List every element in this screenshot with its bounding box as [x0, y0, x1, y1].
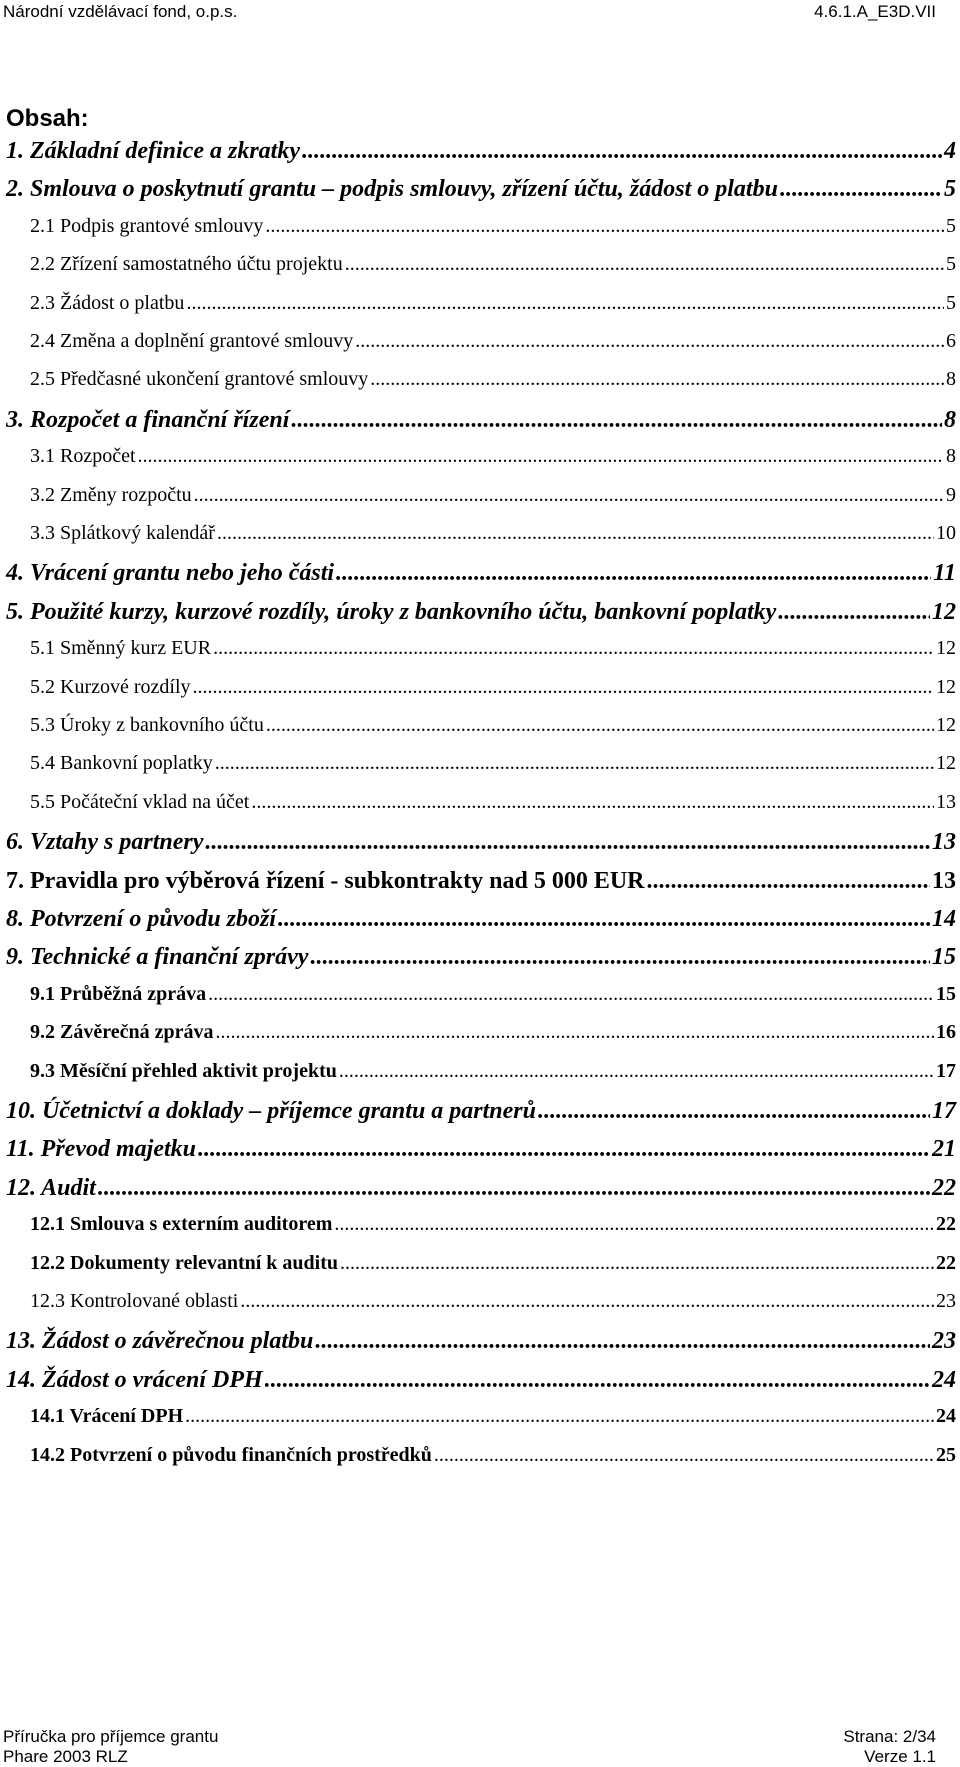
toc-leader-dots [216, 1021, 935, 1044]
toc-entry-page: 5 [946, 253, 956, 275]
toc-entry-title: 2.4 Změna a doplnění grantové smlouvy [30, 330, 354, 352]
toc-leader-dots [98, 1175, 930, 1202]
toc-leader-dots [194, 484, 944, 507]
toc-entry-page: 23 [932, 1328, 956, 1354]
toc-entry-title: 2. Smlouva o poskytnutí grantu – podpis smlouvy, zřízení účtu, žádost o platbu [6, 176, 778, 202]
footer-version: Verze 1.1 [864, 1747, 936, 1766]
toc-entry-page: 5 [946, 215, 956, 237]
toc-entry-title: 6. Vztahy s partnery [6, 829, 204, 855]
toc-leader-dots [339, 1060, 934, 1083]
toc-entry-title: 5.5 Počáteční vklad na účet [30, 791, 250, 813]
toc-entry[interactable] [30, 752, 956, 784]
toc-entry-page: 9 [946, 484, 956, 506]
toc-entry-title: 1. Základní definice a zkratky [6, 138, 300, 164]
toc-entry-page: 24 [936, 1405, 956, 1427]
toc-entry-page: 22 [936, 1252, 956, 1274]
toc-entry-title: 5.4 Bankovní poplatky [30, 752, 213, 774]
toc-leader-dots [240, 1290, 934, 1313]
toc-entry[interactable] [30, 1252, 956, 1284]
toc-entry-title: 9.2 Závěrečná zpráva [30, 1021, 214, 1043]
toc-entry-title: 3.1 Rozpočet [30, 445, 136, 467]
toc-entry-page: 13 [932, 829, 956, 855]
toc-leader-dots [291, 407, 942, 434]
toc-entry-title: 5.2 Kurzové rozdíly [30, 676, 191, 698]
toc-leader-dots [251, 791, 934, 814]
toc-entry-page: 21 [932, 1136, 956, 1162]
toc-leader-dots [310, 944, 930, 971]
toc-leader-dots [278, 906, 930, 933]
toc-entry-title: 2.2 Zřízení samostatného účtu projektu [30, 253, 343, 275]
toc-entry-title: 3. Rozpočet a finanční řízení [6, 407, 290, 433]
toc-entry[interactable] [30, 1060, 956, 1092]
toc-leader-dots [434, 1444, 934, 1467]
toc-entry-title: 12. Audit [6, 1175, 96, 1201]
toc-entry[interactable] [6, 176, 956, 208]
toc-entry[interactable] [30, 676, 956, 708]
header-organization: Národní vzdělávací fond, o.p.s. [3, 2, 238, 21]
toc-leader-dots [778, 599, 930, 626]
toc-entry-page: 12 [936, 676, 956, 698]
toc-entry-title: 14. Žádost o vrácení DPH [6, 1367, 263, 1393]
toc-entry[interactable] [30, 292, 956, 324]
toc-entry[interactable] [30, 1444, 956, 1476]
toc-entry-page: 4 [944, 138, 956, 164]
toc-entry[interactable] [30, 253, 956, 285]
toc-leader-dots [336, 560, 931, 587]
toc-entry-page: 13 [932, 868, 956, 894]
toc-leader-dots [217, 522, 934, 545]
toc-leader-dots [138, 445, 944, 468]
toc-entry[interactable] [6, 944, 956, 976]
toc-entry[interactable] [6, 1328, 956, 1360]
toc-entry-page: 8 [946, 445, 956, 467]
toc-leader-dots [340, 1252, 934, 1275]
toc-entry[interactable] [6, 906, 956, 938]
toc-entry-title: 5.3 Úroky z bankovního účtu [30, 714, 264, 736]
toc-entry[interactable] [30, 983, 956, 1015]
toc-entry-page: 6 [946, 330, 956, 352]
toc-leader-dots [265, 1367, 930, 1394]
page-footer [0, 1727, 960, 1766]
toc-entry[interactable] [6, 1367, 956, 1399]
toc-leader-dots [334, 1213, 934, 1236]
toc-entry-page: 10 [936, 522, 956, 544]
footer-document-name: Příručka pro příjemce grantu [3, 1727, 219, 1746]
toc-leader-dots [208, 983, 934, 1006]
footer-program: Phare 2003 RLZ [3, 1747, 128, 1766]
toc-leader-dots [215, 752, 934, 775]
toc-entry-page: 23 [936, 1290, 956, 1312]
toc-entry-title: 2.3 Žádost o platbu [30, 292, 185, 314]
toc-entry-title: 3.3 Splátkový kalendář [30, 522, 215, 544]
toc-leader-dots [538, 1098, 930, 1125]
toc-leader-dots [266, 714, 934, 737]
toc-entry-page: 16 [936, 1021, 956, 1043]
toc-entry-title: 9.3 Měsíční přehled aktivit projektu [30, 1060, 337, 1082]
toc-entry[interactable] [30, 791, 956, 823]
toc-leader-dots [780, 176, 942, 203]
toc-entry-page: 8 [944, 407, 956, 433]
toc-entry[interactable] [6, 560, 956, 592]
toc-entry[interactable] [6, 829, 956, 861]
toc-entry-page: 22 [932, 1175, 956, 1201]
toc-leader-dots [198, 1136, 930, 1163]
toc-entry[interactable] [30, 522, 956, 554]
toc-entry-page: 22 [936, 1213, 956, 1235]
toc-entry-page: 5 [946, 292, 956, 314]
toc-entry-page: 5 [944, 176, 956, 202]
toc-entry-page: 12 [932, 599, 956, 625]
toc-entry-title: 12.1 Smlouva s externím auditorem [30, 1213, 333, 1235]
toc-entry[interactable] [6, 868, 956, 900]
toc-entry-title: 7. Pravidla pro výběrová řízení - subkontrakty nad 5 000 EUR [6, 868, 645, 894]
toc-entry[interactable] [30, 368, 956, 400]
toc-entry-title: 13. Žádost o závěrečnou platbu [6, 1328, 314, 1354]
toc-leader-dots [647, 868, 931, 895]
toc-leader-dots [355, 330, 944, 353]
toc-entry[interactable] [30, 484, 956, 516]
toc-entry-page: 17 [936, 1060, 956, 1082]
toc-entry-title: 3.2 Změny rozpočtu [30, 484, 192, 506]
toc-entry[interactable] [30, 330, 956, 362]
toc-entry[interactable] [6, 1098, 956, 1130]
toc-leader-dots [315, 1328, 930, 1355]
toc-entry[interactable] [6, 1136, 956, 1168]
toc-entry-title: 14.1 Vrácení DPH [30, 1405, 184, 1427]
toc-entry-page: 24 [932, 1367, 956, 1393]
toc-entry-title: 14.2 Potvrzení o původu finančních prostředků [30, 1444, 432, 1466]
toc-entry[interactable] [6, 138, 956, 170]
toc-entry-title: 5.1 Směnný kurz EUR [30, 637, 212, 659]
toc-entry-page: 17 [932, 1098, 956, 1124]
toc-leader-dots [186, 292, 944, 315]
toc-entry[interactable] [6, 407, 956, 439]
toc-entry[interactable] [30, 445, 956, 477]
toc-entry-page: 12 [936, 752, 956, 774]
toc-entry[interactable] [6, 599, 956, 631]
toc-entry[interactable] [30, 215, 956, 247]
toc-leader-dots [185, 1405, 934, 1428]
toc-leader-dots [193, 676, 934, 699]
toc-entry-title: 2.1 Podpis grantové smlouvy [30, 215, 264, 237]
toc-entry-title: 9. Technické a finanční zprávy [6, 944, 309, 970]
toc-entry-title: 9.1 Průběžná zpráva [30, 983, 207, 1005]
toc-entry-title: 5. Použité kurzy, kurzové rozdíly, úroky z bankovního účtu, bankovní poplatky [6, 599, 777, 625]
toc-entry-page: 15 [936, 983, 956, 1005]
toc-entry-page: 13 [936, 791, 956, 813]
toc-leader-dots [302, 138, 942, 165]
page-header [0, 0, 960, 28]
toc-entry-page: 11 [933, 560, 956, 586]
toc-entry[interactable] [30, 1213, 956, 1245]
header-document-code: 4.6.1.A_E3D.VII [814, 2, 936, 21]
toc-entry-page: 25 [936, 1444, 956, 1466]
toc-entry-page: 15 [932, 944, 956, 970]
toc-leader-dots [265, 215, 944, 238]
toc-entry-page: 12 [936, 637, 956, 659]
toc-entry[interactable] [30, 1021, 956, 1053]
toc-entry-title: 2.5 Předčasné ukončení grantové smlouvy [30, 368, 369, 390]
toc-entry[interactable] [30, 714, 956, 746]
toc-entry-title: 11. Převod majetku [6, 1136, 196, 1162]
toc-title: Obsah: [6, 105, 89, 132]
toc-entry[interactable] [30, 1405, 956, 1437]
toc-entry-page: 12 [936, 714, 956, 736]
toc-leader-dots [370, 368, 944, 391]
toc-entry-page: 8 [946, 368, 956, 390]
toc-leader-dots [345, 253, 944, 276]
toc-entry-title: 4. Vrácení grantu nebo jeho části [6, 560, 335, 586]
toc-entry-title: 12.2 Dokumenty relevantní k auditu [30, 1252, 339, 1274]
toc-leader-dots [213, 637, 934, 660]
toc-entry-title: 10. Účetnictví a doklady – příjemce grantu a partnerů [6, 1098, 536, 1124]
toc-entry-title: 8. Potvrzení o původu zboží [6, 906, 277, 932]
footer-page-number: Strana: 2/34 [843, 1727, 936, 1746]
toc-entry-title: 12.3 Kontrolované oblasti [30, 1290, 239, 1312]
toc-leader-dots [205, 829, 930, 856]
toc-entry-page: 14 [932, 906, 956, 932]
toc-entry[interactable] [6, 1175, 956, 1207]
toc-entry[interactable] [30, 1290, 956, 1322]
toc-entry[interactable] [30, 637, 956, 669]
